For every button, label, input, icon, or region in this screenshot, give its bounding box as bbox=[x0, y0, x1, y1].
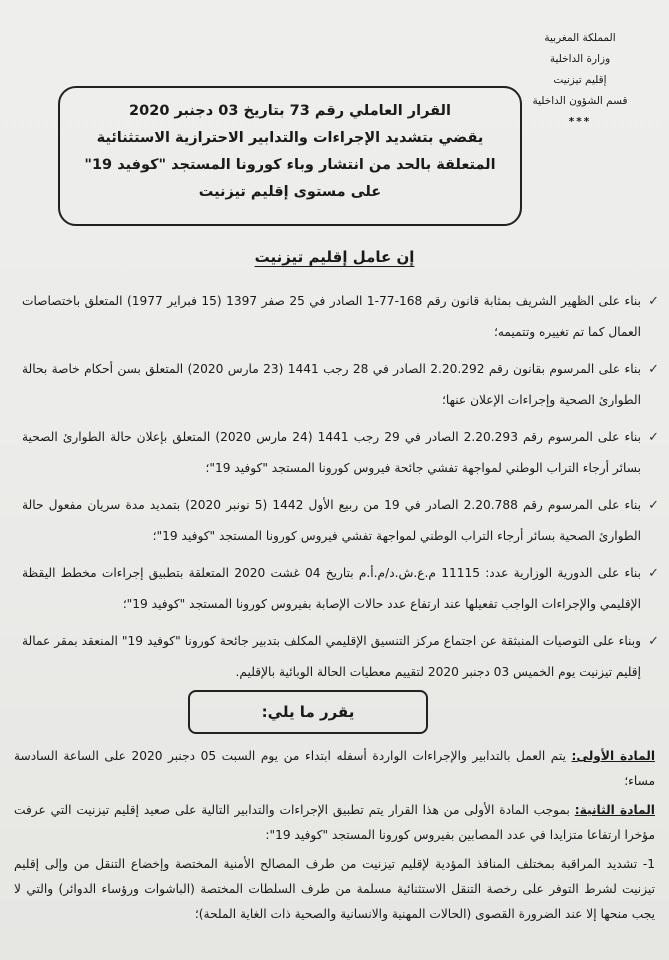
article-2-text: بموجب المادة الأولى من هذا القرار يتم تطبيق الإجراءات والتدابير التالية على صعيد إقليم تيزنيت التي عرفت مؤخرا ارتفاعا متزايدا في عدد المصابين بفيروس كورونا المستجد "كوفيد 19": bbox=[14, 803, 655, 842]
recital-text: بناء على الدورية الوزارية عدد: 11115 م.ع.ش.د/م.أ.م بتاريخ 04 غشت 2020 المتعلقة بتطبيق إجراءات مخطط اليقظة الإقليمي والإجراءات الواجب تفعيلها عند ارتفاع عدد حالات الإصابة بفيروس كورونا المستجد "كوفيد 19"؛ bbox=[22, 566, 641, 611]
kingdom-line: المملكة المغربية bbox=[544, 32, 616, 44]
decree-scope-line: على مستوى إقليم تيزنيت bbox=[198, 184, 382, 200]
governor-heading-text: إن عامل إقليم تيزنيت bbox=[254, 248, 415, 266]
issuing-authority-header bbox=[525, 28, 635, 133]
article-1 bbox=[14, 744, 655, 794]
recital-text: بناء على المرسوم رقم 2.20.293 الصادر في 29 رجب 1441 (24 مارس 2020) المتعلق بإعلان حالة الطوارئ الصحية بسائر أرجاء التراب الوطني لمواجهة تفشي جائحة فيروس كورونا المستجد "كوفيد 19"؛ bbox=[22, 430, 641, 475]
recital-text: بناء على المرسوم بقانون رقم 2.20.292 الصادر في 28 رجب 1441 (23 مارس 2020) المتعلق بسن أحكام خاصة بحالة الطوارئ الصحية وإجراءات الإعلان عنها؛ bbox=[22, 362, 641, 407]
article-2 bbox=[14, 798, 655, 848]
recital-item bbox=[22, 354, 659, 416]
decides-text: يقرر ما يلي: bbox=[261, 703, 355, 721]
recital-item bbox=[22, 490, 659, 552]
checkmark-icon: ✓ bbox=[648, 498, 659, 513]
recitals-list bbox=[22, 286, 659, 694]
checkmark-icon: ✓ bbox=[648, 362, 659, 377]
recital-text: بناء على الظهير الشريف بمثابة قانون رقم 168-77-1 الصادر في 25 صفر 1397 (15 فبراير 1977) المتعلق باختصاصات العمال كما تم تغييره وتتميمه؛ bbox=[22, 294, 641, 339]
recital-item bbox=[22, 626, 659, 688]
governor-heading bbox=[0, 248, 669, 266]
checkmark-icon: ✓ bbox=[648, 430, 659, 445]
checkmark-icon: ✓ bbox=[648, 634, 659, 649]
decree-subject-line-2: المتعلقة بالحد من انتشار وباء كورونا المستجد "كوفيد 19" bbox=[84, 157, 496, 173]
articles-section bbox=[14, 744, 655, 931]
division-line: قسم الشؤون الداخلية bbox=[532, 95, 628, 107]
article-1-title: المادة الأولى: bbox=[571, 749, 656, 763]
decree-title-box bbox=[58, 86, 522, 226]
article-2-title: المادة الثانية: bbox=[574, 803, 655, 817]
checkmark-icon: ✓ bbox=[648, 294, 659, 309]
decree-subject-line: يقضي بتشديد الإجراءات والتدابير الاحترازية الاستثنائية bbox=[96, 130, 484, 146]
recital-item bbox=[22, 286, 659, 348]
province-line: إقليم تيزنيت bbox=[553, 74, 607, 86]
recital-item bbox=[22, 558, 659, 620]
ministry-line: وزارة الداخلية bbox=[549, 53, 611, 65]
checkmark-icon: ✓ bbox=[648, 566, 659, 581]
article-1-text: يتم العمل بالتدابير والإجراءات الواردة أسفله ابتداء من يوم السبت 05 دجنبر 2020 على الساعة السادسة مساء؛ bbox=[14, 749, 655, 788]
header-separator: *** bbox=[568, 116, 592, 128]
article-2-item-1: 1- تشديد المراقبة بمختلف المنافذ المؤدية لإقليم تيزنيت من طرف المصالح الأمنية المختصة وإخضاع التنقل من وإلى إقليم تيزنيت لشرط التوفر على رخصة التنقل الاستثنائية مسلمة من طرف السلطات المختصة (الباشوات ورؤساء الدوائر) والتي لا يجب منحها إلا عند الضرورة القصوى (الحالات المهنية والانسانية والصحية ذات الغاية الملحة)؛ bbox=[14, 857, 655, 921]
decree-number-line: القرار العاملي رقم 73 بتاريخ 03 دجنبر 2020 bbox=[129, 103, 451, 119]
decides-box bbox=[188, 690, 428, 734]
recital-text: وبناء على التوصيات المنبثقة عن اجتماع مركز التنسيق الإقليمي المكلف بتدبير جائحة كورونا "كوفيد 19" المنعقد بمقر عمالة إقليم تيزنيت يوم الخميس 03 دجنبر 2020 لتقييم معطيات الحالة الوبائية بالإقليم. bbox=[22, 634, 641, 679]
recital-item bbox=[22, 422, 659, 484]
recital-text: بناء على المرسوم رقم 2.20.788 الصادر في 19 من ربيع الأول 1442 (5 نونبر 2020) بتمديد مدة سريان مفعول حالة الطوارئ الصحية بسائر أرجاء التراب الوطني لمواجهة تفشي فيروس كورونا المستجد "كوفيد 19"؛ bbox=[22, 498, 641, 543]
